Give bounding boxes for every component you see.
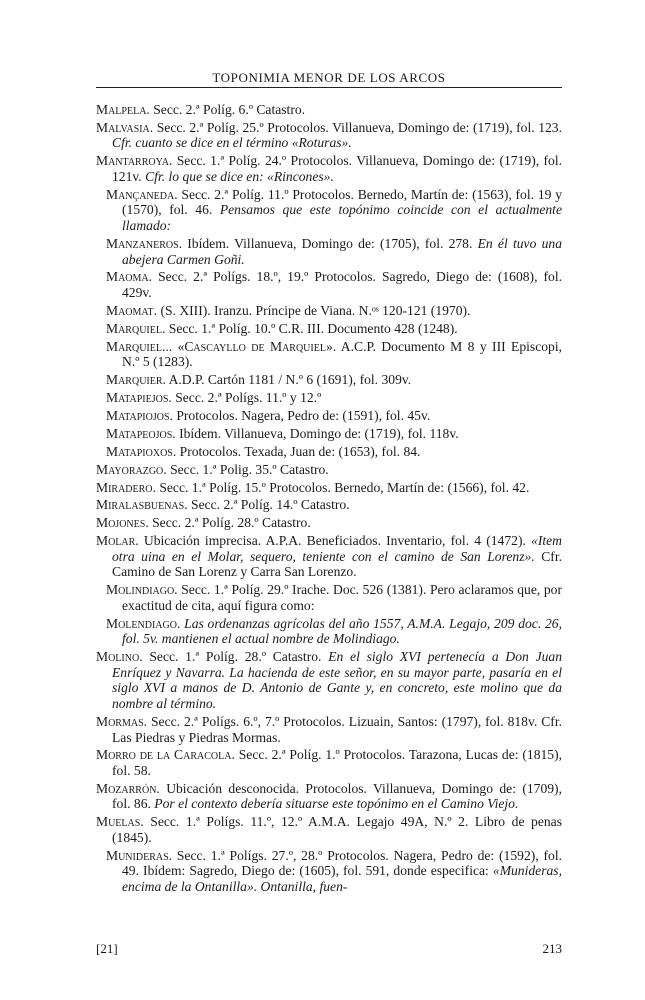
toponym-entry: [96, 515, 562, 531]
toponym-entry: [106, 408, 562, 424]
toponym-headword: Maoma.: [106, 269, 153, 285]
toponym-entry: [96, 497, 562, 513]
toponym-headword: Maomat.: [106, 302, 158, 318]
entry-note: En el siglo XVI pertenecía a Don Juan Enríquez y Navarra. La hacienda de este señor, en su mayor parte, pasaría en el siglo XVI a manos de D. Antonio de Gante y, en concreto, este molino que da nombre al término.: [112, 649, 562, 712]
toponym-entry: [106, 321, 562, 337]
running-header: TOPONIMIA MENOR DE LOS ARCOS: [212, 70, 446, 85]
entry-text: Ibídem. Villanueva, Domingo de: (1705), fol. 278.: [182, 235, 478, 251]
toponym-headword: Malpela.: [96, 102, 150, 117]
toponym-headword: Molino.: [96, 649, 143, 665]
entry-text: Secc. 2.ª Polígs. 11.º y 12.º: [171, 390, 322, 406]
toponym-headword: Mançaneda.: [106, 186, 178, 202]
entry-text: Secc. 2.ª Políg. 6.º Catastro.: [149, 102, 306, 117]
toponym-entry: [96, 102, 562, 118]
entry-text: (S. XIII). Iranzu. Príncipe de Viana. N.ᵒˢ 120-121 (1970).: [157, 302, 471, 318]
entry-text: Secc. 1.ª Políg. 15.º Protocolos. Bernedo, Martín de: (1566), fol. 42.: [155, 479, 530, 495]
toponym-entry: [96, 533, 562, 580]
toponym-headword: Matapioxos.: [106, 443, 177, 459]
toponym-entry: [96, 814, 562, 845]
toponym-headword: Molendiago.: [106, 615, 181, 631]
entry-text: Cfr. Camino de San Lorenz y Carra San Lorenzo.: [112, 548, 562, 580]
toponym-headword: Manzaneros.: [106, 235, 183, 251]
toponym-entry: [106, 236, 562, 267]
toponym-entry: [96, 714, 562, 745]
toponym-headword: Matapiojos.: [106, 407, 173, 423]
toponym-entry: [106, 444, 562, 460]
entry-text: Ubicación desconocida. Protocolos. Villanueva, Domingo de: (1709), fol. 86.: [112, 780, 562, 812]
entry-text: A.D.P. Cartón 1181 / N.º 6 (1691), fol. 309v.: [165, 372, 412, 388]
toponym-headword: Munideras.: [106, 847, 173, 863]
entry-text: Secc. 2.ª Políg. 11.º Protocolos. Bernedo, Martín de: (1563), fol. 19 y (1570), fol. 46.: [122, 186, 562, 218]
toponym-headword: Mozarrón.: [96, 780, 160, 796]
entry-text: Secc. 1.ª Polig. 35.º Catastro.: [166, 461, 329, 477]
entry-text: Ubicación imprecisa. A.P.A. Beneficiados. Inventario, fol. 4 (1472).: [138, 533, 532, 549]
toponym-headword: Molar.: [96, 533, 139, 549]
entry-note: Pensamos que este topónimo coincide con el actualmente llamado:: [122, 202, 562, 234]
entry-note: «Item otra uina en el Molar, sequero, teniente con el camino de San Lorenz».: [112, 533, 562, 564]
entry-text: Secc. 1.ª Políg. 24.º Protocolos. Villanueva, Domingo de: (1719), fol. 121v.: [112, 153, 562, 184]
toponym-headword: Mojones.: [96, 515, 149, 531]
entry-text: Secc. 2.ª Políg. 14.º Catastro.: [187, 497, 350, 513]
toponym-headword: Molindiago.: [106, 582, 178, 598]
toponym-entry: [106, 390, 562, 406]
entry-note: Cfr. lo que se dice en: «Rincones».: [145, 168, 334, 184]
toponym-entry: [106, 187, 562, 234]
toponym-entry: [106, 339, 562, 370]
toponym-headword: Muelas.: [96, 814, 144, 830]
toponym-entry: [106, 616, 562, 647]
toponym-headword: Malvasia.: [96, 119, 154, 135]
header-rule: [96, 87, 562, 88]
entry-text: Secc. 1.ª Polígs. 11.º, 12.º A.M.A. Legajo 49A, N.º 2. Libro de penas (1845).: [112, 814, 562, 845]
entry-text: Secc. 2.ª Políg. 28.º Catastro.: [148, 515, 311, 531]
toponym-headword: Miralasbuenas.: [96, 497, 188, 513]
toponym-entry: [106, 582, 562, 613]
entry-note: «Munideras, encima de la Ontanilla». Ontanilla, fuen-: [122, 863, 562, 895]
entry-note: Cfr. cuanto se dice en el término «Roturas».: [112, 135, 352, 151]
entry-note: Por el contexto debería situarse este topónimo en el Camino Viejo.: [154, 796, 519, 812]
toponym-headword: Matapeojos.: [106, 425, 176, 441]
toponym-entry: [96, 120, 562, 151]
toponym-headword: Marquier.: [106, 372, 166, 388]
toponym-entry: [96, 747, 562, 778]
entry-text: Secc. 1.ª Políg. 28.º Catastro.: [142, 649, 329, 665]
toponym-headword: Miradero.: [96, 479, 156, 495]
toponym-headword: Matapiejos.: [106, 390, 172, 406]
entry-text: A.C.P. Documento M 8 y III Episcopi, N.º 5 (1283).: [122, 338, 563, 370]
toponym-entry: [106, 426, 562, 442]
entry-text: Secc. 1.ª Políg. 10.º C.R. III. Documento 428 (1248).: [165, 320, 458, 336]
toponym-entry: [106, 372, 562, 388]
toponym-headword: Morro de la Caracola.: [96, 747, 235, 763]
toponym-entry: [96, 153, 562, 184]
toponym-headword: Marquiel... «Cascayllo de Marquiel».: [106, 338, 337, 354]
entry-text: Protocolos. Texada, Juan de: (1653), fol. 84.: [176, 443, 421, 459]
entry-list: [96, 102, 562, 897]
entry-note: En él tuvo una abejera Carmen Goñi.: [122, 235, 562, 267]
entry-text: Secc. 2.ª Polígs. 6.º, 7.º Protocolos. Lizuain, Santos: (1797), fol. 818v. Cfr. Las Piedras y Piedras Mormas.: [112, 713, 562, 745]
toponym-entry: [96, 462, 562, 478]
entry-text: Secc. 2.ª Políg. 25.º Protocolos. Villanueva, Domingo de: (1719), fol. 123.: [153, 119, 562, 135]
toponym-entry: [106, 848, 562, 895]
page-number: 213: [542, 941, 562, 956]
toponym-entry: [106, 269, 562, 300]
toponym-entry: [96, 480, 562, 496]
toponym-entry: [96, 781, 562, 812]
toponym-entry: [106, 303, 562, 319]
toponym-headword: Mantarroya.: [96, 153, 173, 169]
toponym-headword: Mormas.: [96, 713, 148, 729]
toponym-entry: [96, 649, 562, 711]
entry-note: Las ordenanzas agrícolas del año 1557, A.M.A. Legajo, 209 doc. 26, fol. 5v. mantienen el actual nombre de Molindiago.: [122, 615, 562, 647]
entry-text: Secc. 2.ª Políg. 1.º Protocolos. Tarazona, Lucas de: (1815), fol. 58.: [112, 747, 563, 778]
toponym-headword: Marquiel.: [106, 320, 166, 336]
section-number: [21]: [96, 941, 118, 956]
toponym-headword: Mayorazgo.: [96, 461, 167, 477]
entry-text: Secc. 1.ª Políg. 29.º Irache. Doc. 526 (1381). Pero aclaramos que, por exactitud de cita, aquí figura como:: [122, 582, 562, 613]
entry-text: Ibídem. Villanueva, Domingo de: (1719), fol. 118v.: [175, 425, 459, 441]
entry-text: Secc. 2.ª Polígs. 18.º, 19.º Protocolos. Sagredo, Diego de: (1608), fol. 429v.: [122, 269, 562, 301]
entry-text: Secc. 1.ª Polígs. 27.º, 28.º Protocolos. Nagera, Pedro de: (1592), fol. 49. Ibídem: Sagredo, Diego de: (1605), fol. 591, donde especifica:: [122, 847, 562, 879]
entry-text: Protocolos. Nagera, Pedro de: (1591), fol. 45v.: [172, 407, 431, 423]
